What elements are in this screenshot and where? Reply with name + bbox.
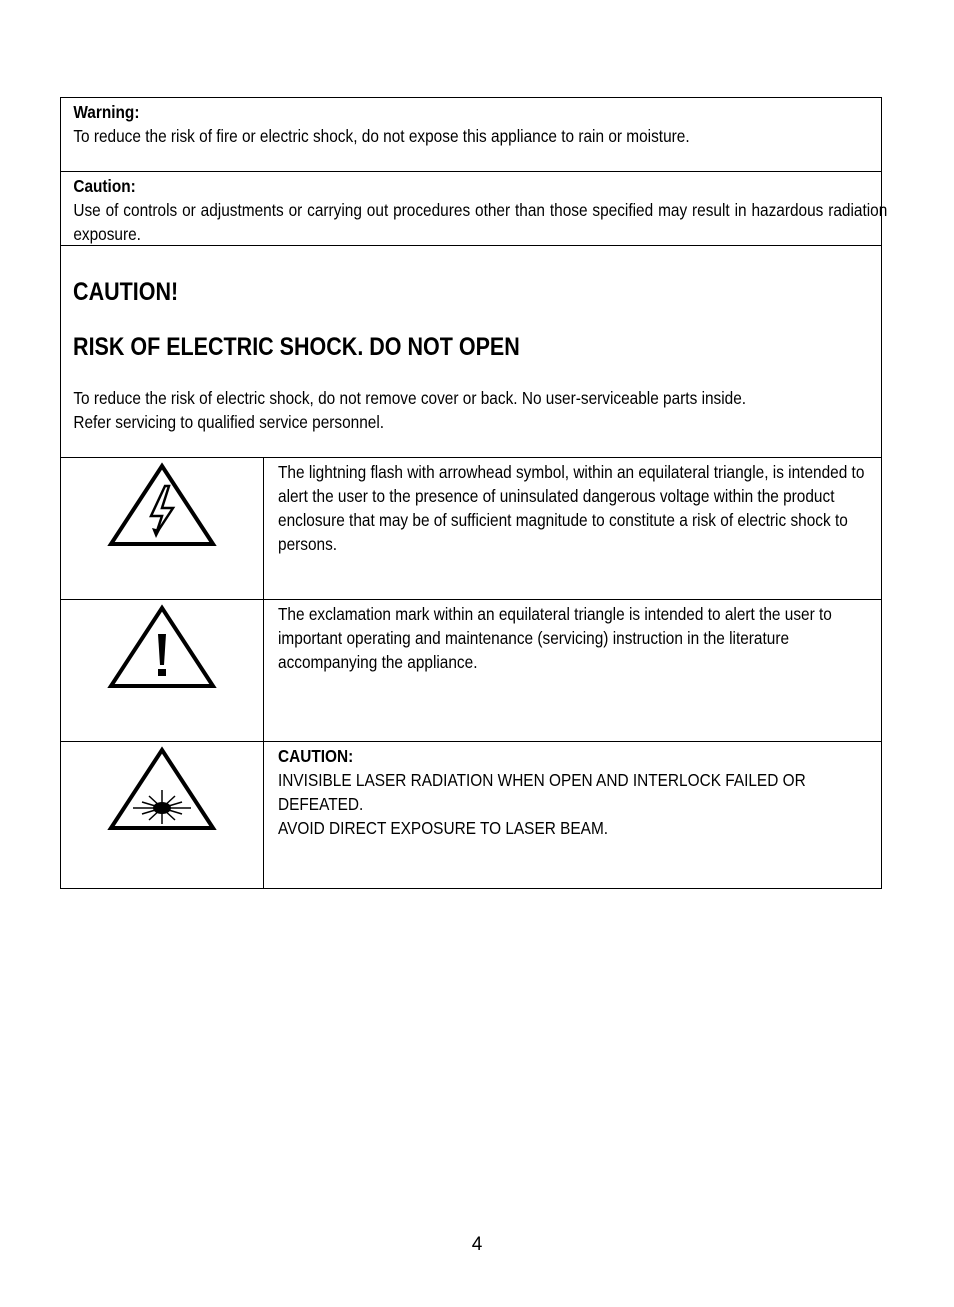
shock-heading-risk: RISK OF ELECTRIC SHOCK. DO NOT OPEN	[73, 333, 520, 361]
warning-section	[61, 98, 881, 172]
warning-body: To reduce the risk of fire or electric shock, do not expose this appliance to rain or moisture.	[73, 126, 690, 146]
shock-body-line2: Refer servicing to qualified service personnel.	[73, 412, 385, 432]
caution-title: Caution:	[73, 176, 136, 196]
lightning-symbol-cell	[61, 458, 264, 599]
laser-caution-line2: AVOID DIRECT EXPOSURE TO LASER BEAM.	[278, 818, 609, 838]
caution-section	[61, 172, 888, 246]
shock-heading-caution: CAUTION!	[73, 278, 179, 306]
laser-caution-line1: INVISIBLE LASER RADIATION WHEN OPEN AND INTERLOCK FAILED OR DEFEATED.	[278, 770, 806, 814]
laser-caution-title: CAUTION:	[278, 746, 354, 766]
lightning-triangle-icon	[107, 462, 217, 548]
caution-body: Use of controls or adjustments or carrying out procedures other than those specified may result in hazardous radiation exposure.	[73, 200, 888, 244]
warning-title: Warning:	[73, 102, 140, 122]
shock-body-line1: To reduce the risk of electric shock, do not remove cover or back. No user-serviceable parts inside.	[73, 388, 747, 408]
safety-table	[60, 97, 888, 889]
exclamation-symbol-description: The exclamation mark within an equilateral triangle is intended to alert the user to important operating and maintenance (servicing) instruction in the literature accompanying the appliance.	[278, 604, 832, 672]
symbol-row-exclamation	[61, 600, 881, 742]
lightning-symbol-description: The lightning flash with arrowhead symbol, within an equilateral triangle, is intended to alert the user to the presence of uninsulated dangerous voltage within the product enclosure that may be of sufficient magnitude to constitute a risk of electric shock to persons.	[278, 462, 865, 554]
laser-symbol-cell	[61, 742, 264, 888]
laser-triangle-icon	[107, 746, 217, 832]
page-number: 4	[471, 1234, 483, 1255]
exclamation-triangle-icon	[107, 604, 217, 690]
shock-section	[61, 246, 881, 458]
symbol-row-lightning	[61, 458, 881, 600]
symbol-row-laser	[61, 742, 881, 888]
exclamation-symbol-cell	[61, 600, 264, 741]
